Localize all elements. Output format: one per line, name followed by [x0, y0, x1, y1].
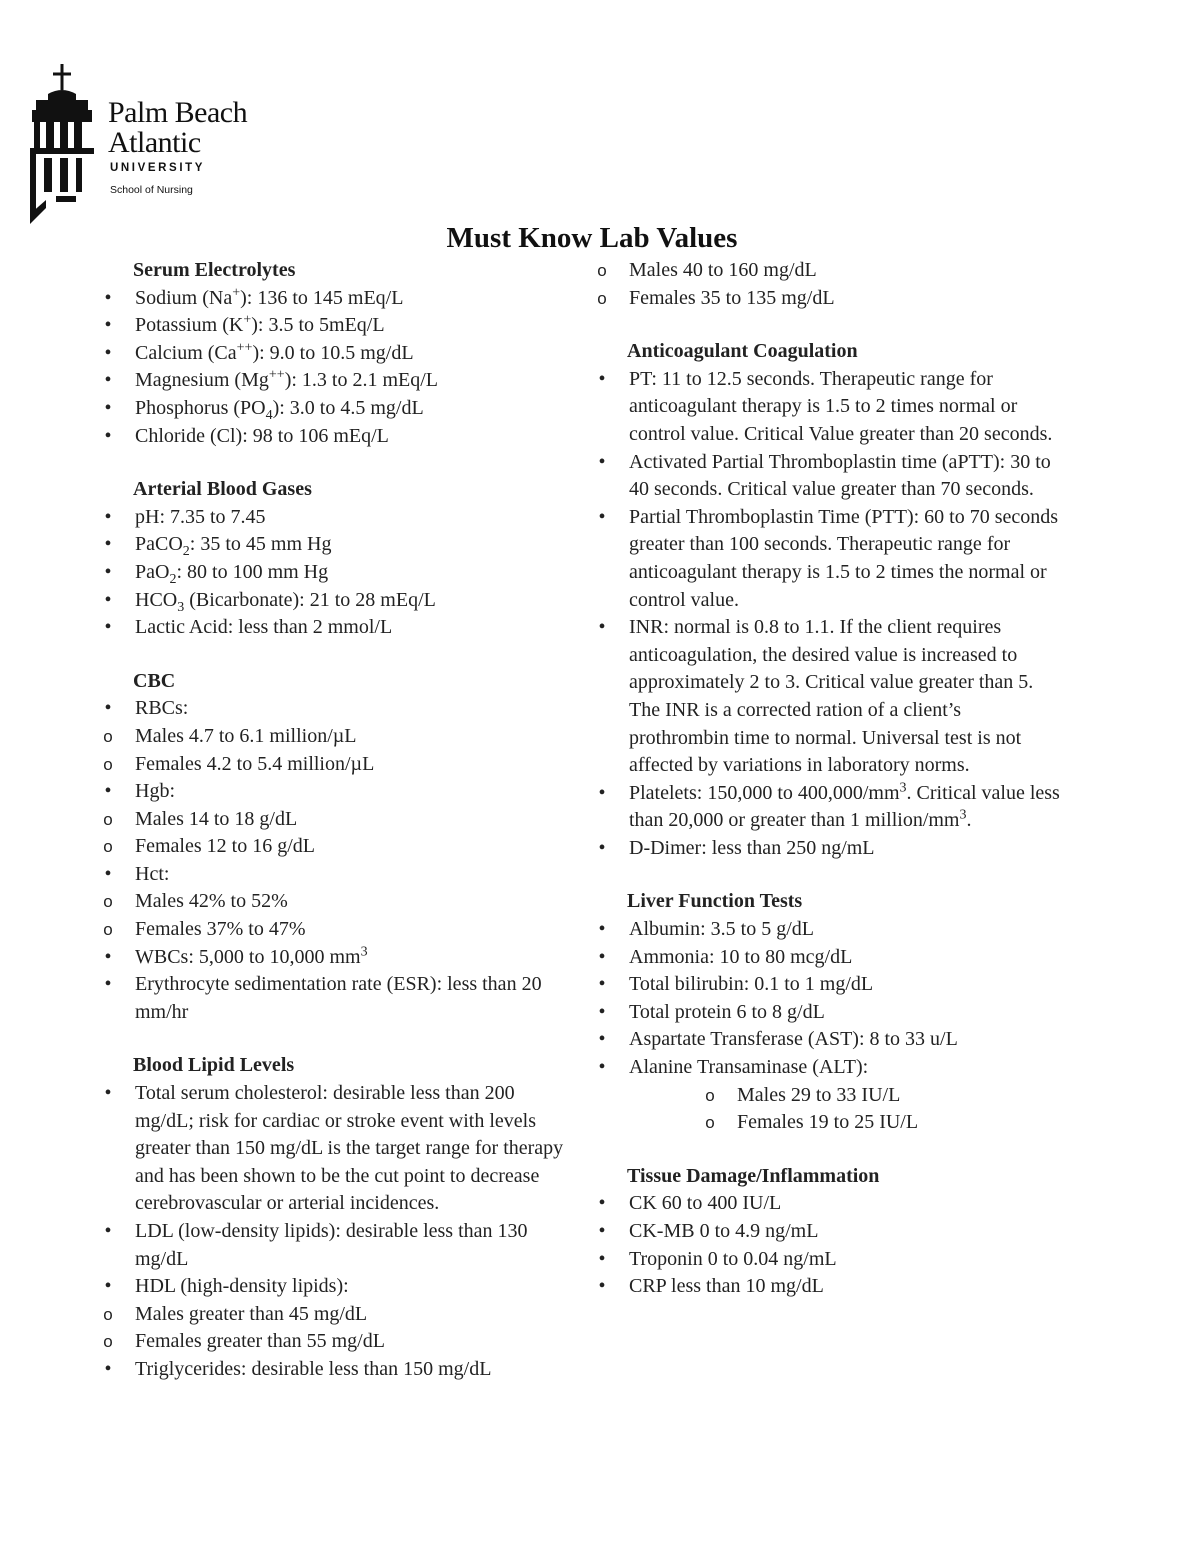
- sub-list-item: o Females greater than 55 mg/dL: [98, 1328, 568, 1356]
- tissue-list: [592, 1190, 1062, 1300]
- coagulation-list: [592, 366, 1062, 863]
- section-heading-coagulation: Anticoagulant Coagulation: [627, 340, 858, 363]
- list-item: • Erythrocyte sedimentation rate (ESR): less than 20 mm/hr: [98, 971, 568, 1026]
- list-item: • Lactic Acid: less than 2 mmol/L: [98, 614, 568, 642]
- abg-list: [98, 504, 568, 642]
- list-item: • Triglycerides: desirable less than 150 mg/dL: [98, 1356, 568, 1384]
- section-heading-liver: Liver Function Tests: [627, 890, 803, 913]
- list-item: • CRP less than 10 mg/dL: [592, 1273, 1062, 1301]
- list-item: • LDL (low-density lipids): desirable less than 130 mg/dL: [98, 1218, 568, 1273]
- sub-list-item: o Males 40 to 160 mg/dL: [592, 257, 1062, 285]
- list-item: • Hgb:: [98, 778, 568, 806]
- list-item: • RBCs:: [98, 695, 568, 723]
- list-item: • $HCO_3$ (Bicarbonate): 21 to 28 mEq/L: [98, 587, 568, 615]
- university-logo: [26, 64, 286, 224]
- list-item: • Sodium (Na+): 136 to 145 mEq/L: [98, 285, 568, 313]
- bell-tower-icon: [26, 64, 106, 224]
- list-item: • Total bilirubin: 0.1 to 1 mg/dL: [592, 971, 1062, 999]
- sub-list-item: o Males 14 to 18 g/dL: [98, 806, 568, 834]
- list-item: • Hct:: [98, 861, 568, 889]
- sub-list-item: o Females 12 to 16 g/dL: [98, 833, 568, 861]
- triglyceride-sub-list: [592, 257, 1062, 312]
- list-item: • CK-MB 0 to 4.9 ng/mL: [592, 1218, 1062, 1246]
- list-item: • Alanine Transaminase (ALT):: [592, 1054, 1062, 1082]
- list-item: • D-Dimer: less than 250 ng/mL: [592, 835, 1062, 863]
- serum-list: [98, 285, 568, 451]
- section-heading-tissue: Tissue Damage/Inflammation: [627, 1164, 880, 1187]
- section-heading-cbc: CBC: [133, 669, 176, 692]
- lipids-list: [98, 1080, 568, 1384]
- logo-name-line1: Palm Beach: [108, 96, 248, 129]
- list-item: • Activated Partial Thromboplastin time (aPTT): 30 to 40 seconds. Critical value greater than 70 seconds.: [592, 449, 1062, 504]
- sub-list-item: o Females 4.2 to 5.4 million/µL: [98, 751, 568, 779]
- list-item: • Partial Thromboplastin Time (PTT): 60 to 70 seconds greater than 100 seconds. Therapeutic range for anticoagulant therapy is 1.5 to 2 times the normal or control value.: [592, 504, 1062, 614]
- sub-list-item: o Females 37% to 47%: [98, 916, 568, 944]
- logo-school: School of Nursing: [110, 184, 193, 196]
- sub-list-item: o Males greater than 45 mg/dL: [98, 1301, 568, 1329]
- list-item: • Troponin 0 to 0.04 ng/mL: [592, 1246, 1062, 1274]
- section-heading-abg: Arterial Blood Gases: [133, 478, 312, 501]
- page-title: Must Know Lab Values: [446, 222, 738, 254]
- sub-list-item: o Males 29 to 33 IU/L: [592, 1082, 1062, 1110]
- sub-list-item: o Females 35 to 135 mg/dL: [592, 285, 1062, 313]
- list-item: • Phosphorus $(PO_4)$: 3.0 to 4.5 mg/dL: [98, 395, 568, 423]
- right-column: [592, 257, 1062, 1301]
- list-item: • Magnesium (Mg++): 1.3 to 2.1 mEq/L: [98, 367, 568, 395]
- list-item: • WBCs: 5,000 to 10,000 $mm^3$: [98, 944, 568, 972]
- list-item: • PT: 11 to 12.5 seconds. Therapeutic range for anticoagulant therapy is 1.5 to 2 times normal or control value. Critical Value greater than 20 seconds.: [592, 366, 1062, 449]
- list-item: • Ammonia: 10 to 80 mcg/dL: [592, 944, 1062, 972]
- list-item: • PaCO$_2$: 35 to 45 mm Hg: [98, 531, 568, 559]
- list-item: • Potassium (K+): 3.5 to 5mEq/L: [98, 312, 568, 340]
- sub-list-item: o Males 42% to 52%: [98, 888, 568, 916]
- left-column: [98, 257, 568, 1384]
- sub-list-item: o Males 4.7 to 6.1 million/µL: [98, 723, 568, 751]
- list-item: • Total serum cholesterol: desirable less than 200 mg/dL; risk for cardiac or stroke event with levels greater than 150 mg/dL is the target range for therapy and has been shown to be the cut point to decrease cerebrovascular or arterial incidences.: [98, 1080, 568, 1218]
- list-item: • Platelets: 150,000 to $400,000/mm^3$. Critical value less than 20,000 or greater than 1 million/$mm^3$.: [592, 780, 1062, 835]
- list-item: • Aspartate Transferase (AST): 8 to 33 u/L: [592, 1026, 1062, 1054]
- section-heading-serum: Serum Electrolytes: [133, 259, 296, 281]
- logo-name-line2: Atlantic: [108, 126, 201, 159]
- list-item: • PaO$_2$: 80 to 100 mm Hg: [98, 559, 568, 587]
- list-item: • INR: normal is 0.8 to 1.1. If the client requires anticoagulation, the desired value is increased to approximately 2 to 3. Critical value greater than 5. The INR is a corrected ration of a client’s prothrombin time to normal. Universal test is not affected by variations in laboratory norms.: [592, 614, 1062, 780]
- list-item: • CK 60 to 400 IU/L: [592, 1190, 1062, 1218]
- section-heading-lipids: Blood Lipid Levels: [133, 1054, 295, 1077]
- list-item: • Total protein 6 to 8 g/dL: [592, 999, 1062, 1027]
- list-item: • HDL (high-density lipids):: [98, 1273, 568, 1301]
- liver-list: [592, 916, 1062, 1137]
- sub-list-item: o Females 19 to 25 IU/L: [592, 1109, 1062, 1137]
- list-item: • Albumin: 3.5 to 5 g/dL: [592, 916, 1062, 944]
- list-item: • Calcium (Ca++): 9.0 to 10.5 mg/dL: [98, 340, 568, 368]
- list-item: • pH: 7.35 to 7.45: [98, 504, 568, 532]
- list-item: • Chloride (Cl): 98 to 106 mEq/L: [98, 423, 568, 451]
- logo-university: UNIVERSITY: [110, 162, 206, 174]
- cbc-list: [98, 695, 568, 1026]
